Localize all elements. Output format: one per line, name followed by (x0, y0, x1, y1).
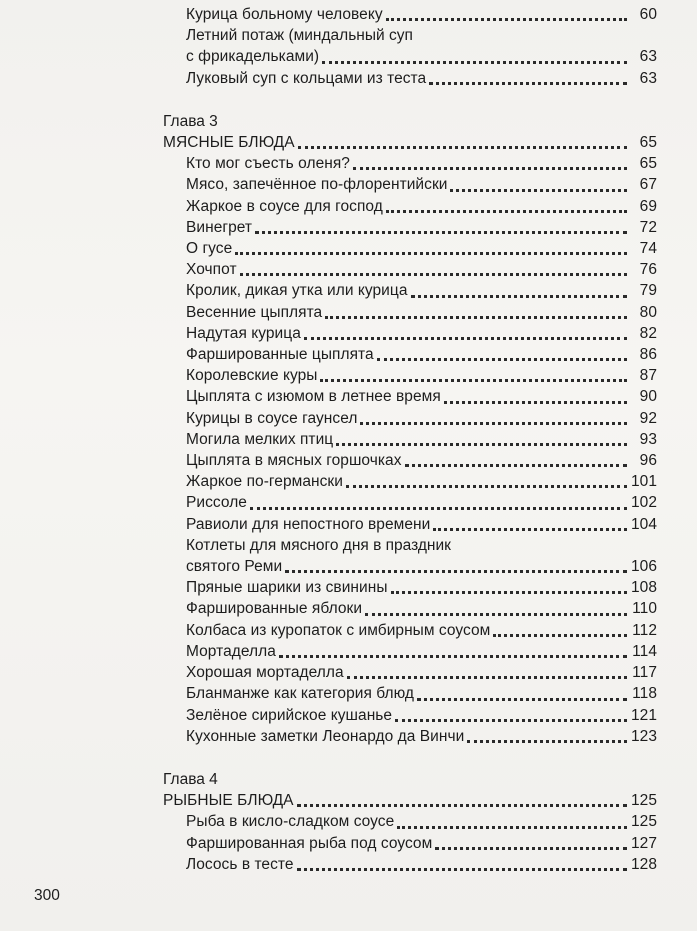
toc-entry-title: О гусе (186, 240, 233, 258)
chapter-heading-row (163, 132, 657, 153)
chapter-heading-page: 65 (639, 134, 657, 152)
toc-entry-title: Винегрет (186, 218, 253, 236)
chapter-heading: МЯСНЫЕ БЛЮДА (163, 134, 295, 152)
toc-entry-page: 123 (630, 727, 657, 745)
toc-entry (163, 302, 657, 323)
toc-entry (163, 471, 657, 492)
table-of-contents (163, 4, 657, 875)
toc-entry (163, 386, 657, 407)
dot-leader (429, 82, 627, 85)
toc-entry-title: Риссоле (186, 494, 247, 512)
toc-entry (163, 196, 657, 217)
toc-entry-page: 87 (639, 367, 657, 385)
dot-leader (411, 295, 628, 298)
dot-leader (365, 613, 627, 616)
dot-leader (297, 868, 627, 871)
toc-entry-title: Жаркое в соусе для господ (186, 197, 383, 215)
toc-entry-title-line: Летний потаж (миндальный суп (186, 27, 413, 45)
toc-entry-title: Фаршированная рыба под соусом (186, 834, 433, 852)
toc-entry-title: Рыба в кисло-сладком соусе (186, 813, 395, 831)
toc-entry-page: 76 (639, 261, 657, 279)
dot-leader (391, 591, 627, 594)
toc-entry-page: 79 (639, 282, 657, 300)
dot-leader (444, 401, 627, 404)
toc-entry-page: 67 (639, 176, 657, 194)
toc-entry-page: 121 (630, 706, 657, 724)
dot-leader (285, 570, 627, 573)
toc-entry-title: Пряные шарики из свинины (186, 579, 388, 597)
toc-entry-title-line: святого Реми (186, 558, 283, 576)
toc-entry-page: 104 (630, 515, 657, 533)
toc-entry-page: 106 (630, 558, 657, 576)
dot-leader (417, 698, 627, 701)
toc-entry (163, 705, 657, 726)
toc-entry-page: 65 (639, 155, 657, 173)
dot-leader (322, 61, 627, 64)
dot-leader (325, 316, 627, 319)
dot-leader (298, 146, 627, 149)
toc-entry-title: Надутая курица (186, 324, 301, 342)
toc-entry-title: Фаршированные цыплята (186, 346, 374, 364)
toc-entry (163, 577, 657, 598)
toc-entry (163, 217, 657, 238)
section-spacer (163, 89, 657, 111)
toc-entry (163, 174, 657, 195)
toc-entry-page: 63 (639, 69, 657, 87)
toc-entry-title: Курицы в соусе гаунсел (186, 409, 358, 427)
dot-leader (235, 252, 627, 255)
dot-leader (347, 676, 627, 679)
dot-leader (433, 528, 627, 531)
toc-entry-title: Лосось в тесте (186, 855, 294, 873)
toc-entry-page: 63 (639, 48, 657, 66)
toc-entry (163, 726, 657, 747)
toc-entry-page: 102 (630, 494, 657, 512)
section-spacer (163, 747, 657, 769)
dot-leader (320, 379, 627, 382)
toc-entry (163, 514, 657, 535)
toc-entry-title: Хорошая мортаделла (186, 664, 344, 682)
chapter-heading-row (163, 790, 657, 811)
toc-entry (163, 344, 657, 365)
toc-entry-title: Зелёное сирийское кушанье (186, 706, 393, 724)
dot-leader (304, 337, 627, 340)
toc-entry-title: Весенние цыплята (186, 303, 323, 321)
toc-entry-title-line: Котлеты для мясного дня в праздник (186, 536, 451, 554)
toc-entry (163, 408, 657, 429)
chapter-heading: РЫБНЫЕ БЛЮДА (163, 792, 294, 810)
toc-entry-page: 96 (639, 452, 657, 470)
toc-entry-title: Фаршированные яблоки (186, 600, 363, 618)
dot-leader (255, 231, 627, 234)
dot-leader (336, 443, 627, 446)
toc-entry (163, 323, 657, 344)
dot-leader (386, 210, 627, 213)
toc-entry-page: 108 (630, 579, 657, 597)
toc-entry (163, 450, 657, 471)
toc-entry-title: Хочпот (186, 261, 237, 279)
toc-entry (163, 662, 657, 683)
toc-entry-title: Цыплята в мясных горшочках (186, 452, 402, 470)
toc-entry (163, 683, 657, 704)
dot-leader (397, 826, 627, 829)
toc-entry-title: Курица больному человеку (186, 6, 383, 23)
toc-entry (163, 854, 657, 875)
toc-entry-page: 60 (639, 6, 657, 23)
toc-entry-page: 90 (639, 388, 657, 406)
toc-entry (163, 833, 657, 854)
chapter-label: Глава 4 (163, 770, 218, 788)
toc-entry (163, 280, 657, 301)
toc-entry (163, 620, 657, 641)
toc-entry (163, 492, 657, 513)
chapter-heading-page: 125 (630, 792, 657, 810)
toc-entry-page: 101 (630, 473, 657, 491)
dot-leader (250, 507, 627, 510)
toc-entry (163, 641, 657, 662)
toc-entry (163, 429, 657, 450)
toc-entry-page: 69 (639, 197, 657, 215)
toc-entry-title: Кролик, дикая утка или курица (186, 282, 408, 300)
page-number: 300 (34, 887, 60, 904)
toc-entry-title: Цыплята с изюмом в летнее время (186, 388, 441, 406)
toc-entry-title: Кто мог съесть оленя? (186, 155, 350, 173)
dot-leader (360, 422, 627, 425)
toc-entry-page: 125 (630, 813, 657, 831)
dot-leader (386, 18, 627, 21)
toc-entry-page: 112 (632, 621, 657, 639)
toc-entry-title: Жаркое по-германски (186, 473, 343, 491)
dot-leader (435, 847, 627, 850)
toc-entry (163, 4, 657, 25)
toc-entry-page: 117 (632, 664, 657, 682)
toc-entry (163, 811, 657, 832)
toc-entry-title: Мясо, запечённое по-флорентийски (186, 176, 448, 194)
toc-entry-page: 118 (632, 685, 657, 703)
toc-entry-page: 86 (639, 346, 657, 364)
toc-entry (163, 598, 657, 619)
toc-entry-page: 72 (639, 218, 657, 236)
toc-entry-title: Могила мелких птиц (186, 430, 334, 448)
toc-entry-page: 110 (632, 600, 657, 618)
toc-entry-title: Колбаса из куропаток с имбирным соусом (186, 621, 491, 639)
toc-entry-page: 82 (639, 324, 657, 342)
toc-entry-title: Мортаделла (186, 642, 276, 660)
dot-leader (405, 464, 627, 467)
toc-entry-title: Бланманже как категория блюд (186, 685, 414, 703)
toc-entry-title: Луковый суп с кольцами из теста (186, 69, 427, 87)
dot-leader (377, 358, 627, 361)
toc-entry-title: Кухонные заметки Леонардо да Винчи (186, 727, 465, 745)
toc-entry-page: 93 (639, 430, 657, 448)
dot-leader (450, 189, 627, 192)
toc-entry (163, 46, 657, 67)
toc-entry (163, 259, 657, 280)
chapter-label: Глава 3 (163, 112, 218, 130)
toc-entry-title-line: с фрикадельками) (186, 48, 320, 66)
dot-leader (395, 719, 627, 722)
toc-entry (163, 153, 657, 174)
toc-entry-title: Королевские куры (186, 367, 318, 385)
chapter-entries (163, 153, 657, 747)
chapter-entries (163, 811, 657, 875)
dot-leader (353, 167, 627, 170)
toc-entry-page: 92 (639, 409, 657, 427)
dot-leader (467, 740, 627, 743)
toc-entry-page: 127 (630, 834, 657, 852)
dot-leader (297, 804, 627, 807)
dot-leader (493, 634, 627, 637)
toc-entry-page: 74 (639, 240, 657, 258)
dot-leader (279, 655, 627, 658)
toc-entry-title: Равиоли для непостного времени (186, 515, 431, 533)
toc-entry (163, 365, 657, 386)
toc-entry-page: 128 (630, 855, 657, 873)
toc-entry (163, 556, 657, 577)
toc-entry (163, 238, 657, 259)
toc-entry-page: 80 (639, 303, 657, 321)
toc-entry (163, 68, 657, 89)
dot-leader (346, 485, 627, 488)
toc-entry-page: 114 (632, 642, 657, 660)
dot-leader (240, 273, 627, 276)
